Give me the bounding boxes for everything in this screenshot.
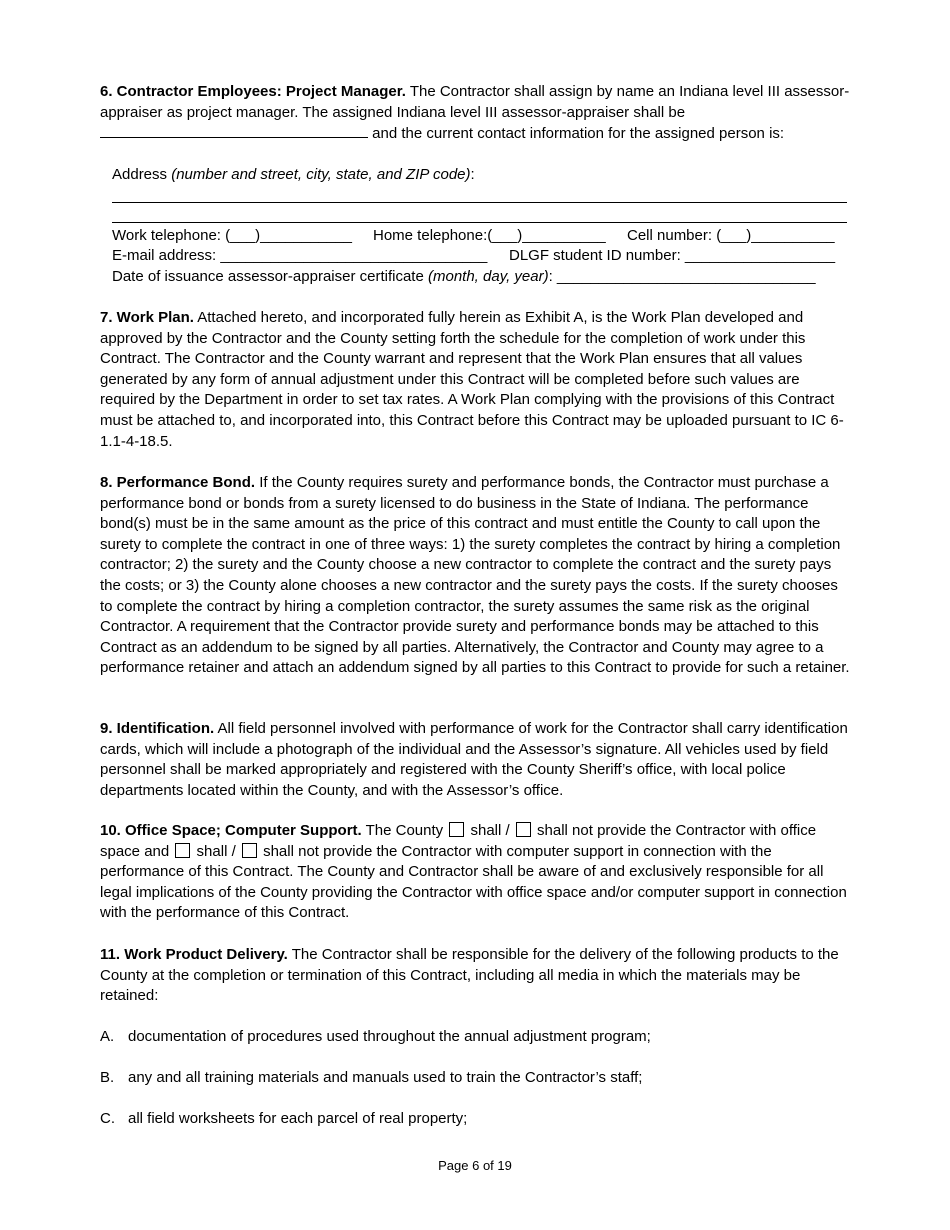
section-7-text: Attached hereto, and incorporated fully herein as Exhibit A, is the Work Plan developed and approved by the Contractor and the County setting forth the schedule for the completion of work under this Contract. The Contractor and the County warrant and represent that the Work Plan ensures that all values generated by any form of annual adjustment under this Contract will be completed before such values are required by the Department in order to set tax rates. A Work Plan complying with the provisions of this Contract must be attached to, and incorporated into, this Contract before this Contract may be uploaded pursuant to IC 6-1.1-4-18.5. [100, 309, 844, 450]
list-item-text: documentation of procedures used throughout the annual adjustment program; [128, 1028, 651, 1045]
page-number: Page 6 of 19 [438, 1158, 512, 1173]
section-10-text: shall not provide the Contractor with computer support in connection with the performance of this Contract. The County and Contractor shall be aware of and exclusively responsible for all legal implications of the County providing the Contractor with office space and/or computer support in connection with the performance of this Contract. [100, 842, 847, 922]
section-8-heading: 8. Performance Bond. [100, 474, 256, 491]
certificate-date-field[interactable]: : _______________________________ [548, 268, 816, 285]
dlgf-student-id-field[interactable]: DLGF student ID number: __________________ [509, 247, 836, 264]
list-item-letter: A. [100, 1028, 115, 1045]
section-10-heading: 10. Office Space; Computer Support. [100, 822, 362, 839]
work-telephone-field[interactable]: Work telephone: (___)___________ [112, 227, 352, 244]
cell-number-field[interactable]: Cell number: (___)__________ [627, 227, 835, 244]
list-item [100, 1109, 467, 1130]
certificate-date-row [112, 267, 852, 288]
address-label: Address (number and street, city, state, and ZIP code): [112, 166, 475, 183]
section-9-text: All field personnel involved with performance of work for the Contractor shall carry identification cards, which will include a photograph of the individual and the Assessor’s signature. All vehicles used by field personnel shall be marked appropriately and registered with the County Sheriff’s office, with local police departments located within the County, and with the Assessor’s office. [100, 720, 848, 799]
computer-support-shall-not-checkbox[interactable] [242, 843, 257, 858]
section-11 [100, 945, 850, 1007]
section-6 [100, 82, 850, 145]
address-line-2[interactable] [112, 222, 847, 223]
certificate-date-hint: (month, day, year) [427, 268, 549, 285]
section-9 [100, 719, 850, 801]
section-8-text: If the County requires surety and performance bonds, the Contractor must purchase a performance bond or bonds from a surety licensed to do business in the State of Indiana. The performance bond(s) must be in the same amount as the price of this contract and must entitle the County to call upon the surety to complete the contract in one of three ways: 1) the surety completes the contract by hiring a completion contractor; 2) the surety and the County choose a new contractor to complete the contract and the surety pays the costs; or 3) the County alone chooses a new contractor and the surety pays the costs. If the surety chooses to complete the contract by hiring a completion contractor, the surety assumes the same risk as the original Contractor. A requirement that the Contractor provide surety and performance bonds may be attached to this Contract as an addendum to be signed by all parties. Alternatively, the Contractor and County may agree to a performance retainer and attach an addendum signed by all parties to this Contract to provide for such a retainer. [100, 474, 850, 677]
section-8 [100, 473, 850, 679]
office-space-shall-checkbox[interactable] [449, 822, 464, 837]
list-item [100, 1027, 651, 1048]
certificate-date-label: Date of issuance assessor-appraiser certificate [112, 268, 428, 285]
address-hint: (number and street, city, state, and ZIP code) [171, 166, 471, 183]
section-6-text-tail: and the current contact information for the assigned person is: [368, 125, 785, 143]
list-item-letter: C. [100, 1110, 115, 1127]
section-6-heading: 6. Contractor Employees: Project Manager. [100, 83, 406, 100]
list-item [100, 1068, 642, 1089]
list-item-text: any and all training materials and manuals used to train the Contractor’s staff; [128, 1069, 643, 1086]
section-7-heading: 7. Work Plan. [100, 309, 194, 326]
section-6-text: The Contractor shall assign by name an Indiana level III assessor-appraiser as project manager. The assigned Indiana level III assessor-appraiser shall be [100, 83, 850, 121]
section-10: 10. Office Space; Computer Support. The County shall / shall not provide the Contractor with office space and shall / shall not provide the Contractor with computer support in connection with the performance of this Contract. The County and Contractor shall be aware of and exclusively responsible for all legal implications of the County providing the Contractor with office space and/or computer support in connection with the performance of this Contract. [100, 822, 847, 922]
address-line-1[interactable] [112, 202, 847, 203]
computer-support-shall-checkbox[interactable] [175, 843, 190, 858]
office-space-shall-not-checkbox[interactable] [516, 822, 531, 837]
email-field[interactable]: E-mail address: ________________________________ [112, 247, 488, 264]
section-9-heading: 9. Identification. [100, 720, 215, 737]
project-manager-name-line[interactable] [100, 123, 368, 138]
section-7 [100, 308, 850, 452]
list-item-letter: B. [100, 1069, 115, 1086]
section-11-text: The Contractor shall be responsible for the delivery of the following products to the County at the completion or termination of this Contract, including all media in which the materials may be retained: [100, 946, 839, 1005]
list-item-text: all field worksheets for each parcel of real property; [128, 1110, 468, 1127]
section-11-heading: 11. Work Product Delivery. [100, 946, 288, 963]
home-telephone-field[interactable]: Home telephone:(___)__________ [373, 227, 606, 244]
